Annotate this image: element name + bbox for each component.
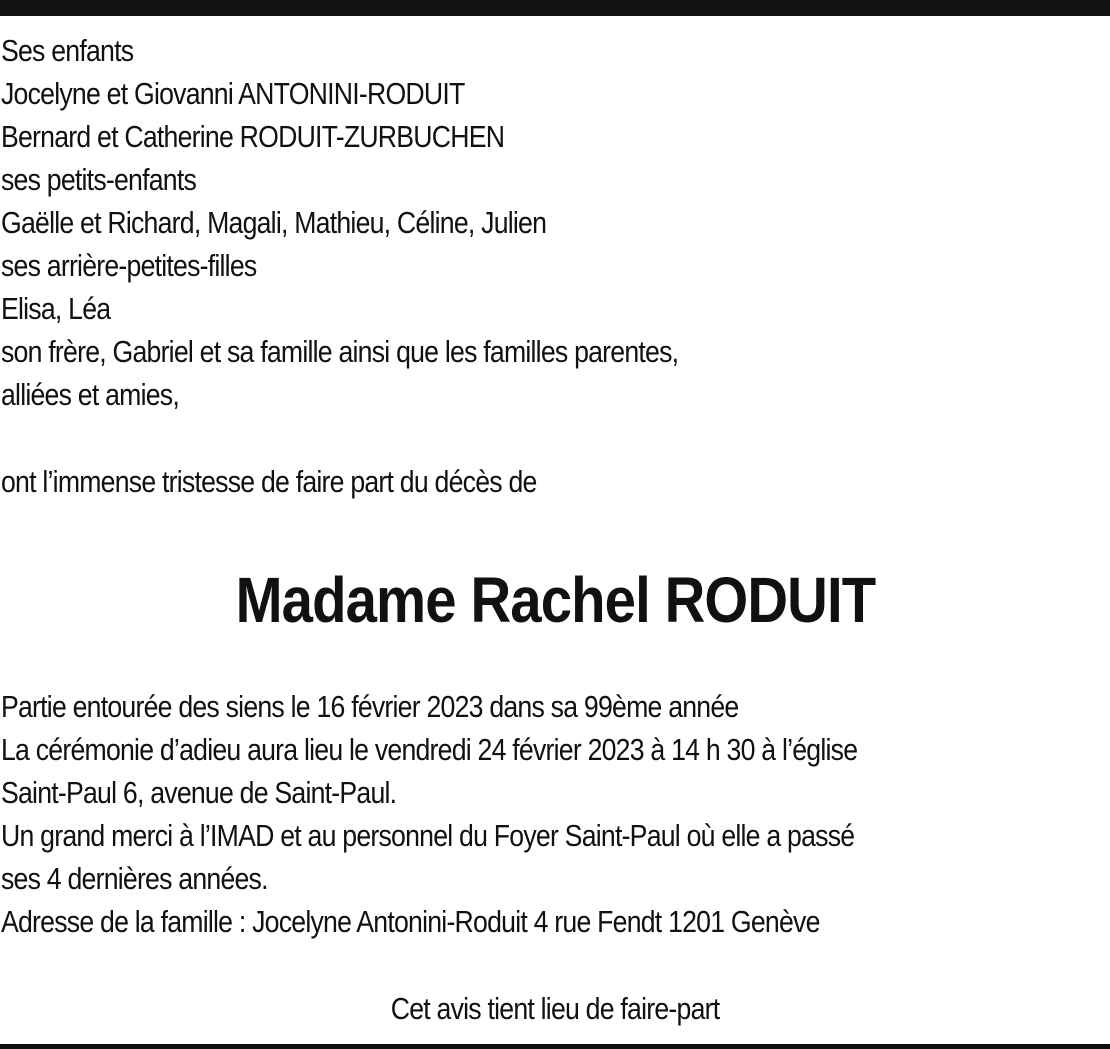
family-line: ses arrière-petites-filles xyxy=(1,248,257,283)
details-line: Saint-Paul 6, avenue de Saint-Paul. xyxy=(1,775,397,810)
family-line: alliées et amies, xyxy=(1,377,179,412)
details-line: ses 4 dernières années. xyxy=(1,861,268,896)
details-line: Partie entourée des siens le 16 février 2023 dans sa 99ème année xyxy=(1,689,739,724)
family-line: Elisa, Léa xyxy=(1,291,111,326)
family-line: Ses enfants xyxy=(1,33,134,68)
announcement-text: ont l’immense tristesse de faire part du décès de xyxy=(1,464,537,499)
details-line: La cérémonie d’adieu aura lieu le vendredi 24 février 2023 à 14 h 30 à l’église xyxy=(1,732,858,767)
family-line: Gaëlle et Richard, Magali, Mathieu, Céline, Julien xyxy=(1,205,547,240)
details-line: Adresse de la famille : Jocelyne Antonini-Roduit 4 rue Fendt 1201 Genève xyxy=(1,904,820,939)
details-line: Un grand merci à l’IMAD et au personnel du Foyer Saint-Paul où elle a passé xyxy=(1,818,855,853)
top-border-rule xyxy=(0,0,1110,16)
deceased-name-heading xyxy=(0,562,1110,638)
bottom-border-rule xyxy=(0,1044,1110,1049)
family-line: Bernard et Catherine RODUIT-ZURBUCHEN xyxy=(1,119,505,154)
family-line: Jocelyne et Giovanni ANTONINI-RODUIT xyxy=(1,76,465,111)
family-line: ses petits-enfants xyxy=(1,162,197,197)
family-line: son frère, Gabriel et sa famille ainsi que les familles parentes, xyxy=(1,334,679,369)
deceased-name: Madame Rachel RODUIT xyxy=(235,564,875,636)
closing-note: Cet avis tient lieu de faire-part xyxy=(390,991,720,1026)
closing-note-container xyxy=(0,987,1110,1030)
